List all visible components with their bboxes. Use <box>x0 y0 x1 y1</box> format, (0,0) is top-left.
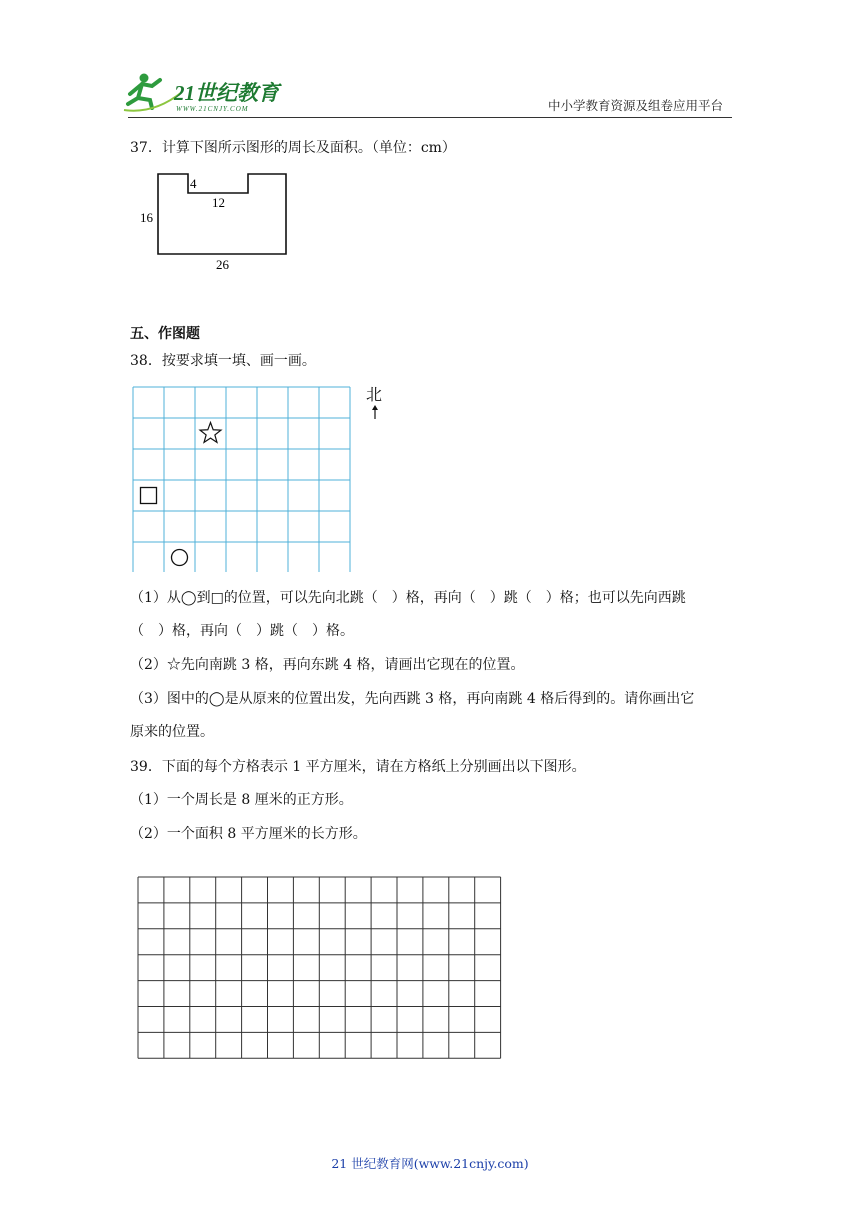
q39-text: 39．下面的每个方格表示 1 平方厘米，请在方格纸上分别画出以下图形。 <box>130 759 586 775</box>
north-label: 北 <box>366 385 383 404</box>
label-notch-depth: 4 <box>190 176 197 191</box>
logo-url: WWW.21CNJY.COM <box>176 105 249 113</box>
footer-text: 21 世纪教育网(www.21cnjy.com) <box>331 1156 529 1171</box>
q38-sub3-line2: 原来的位置。 <box>130 724 214 740</box>
label-height: 16 <box>140 210 153 225</box>
q39-sub1: （1）一个周长是 8 厘米的正方形。 <box>130 792 353 808</box>
header-divider <box>128 117 732 118</box>
star-icon <box>200 423 221 443</box>
north-arrow-icon <box>369 404 381 420</box>
label-bottom: 26 <box>216 257 229 272</box>
q37-text: 37．计算下图所示图形的周长及面积。（单位：cm） <box>130 140 456 156</box>
square-grid-paper <box>137 876 503 1060</box>
logo-text: 21世纪教育 <box>174 81 279 105</box>
circle-icon <box>172 550 188 566</box>
logo <box>122 70 292 114</box>
q38-sub2: （2）☆先向南跳 3 格，再向东跳 4 格，请画出它现在的位置。 <box>130 657 525 673</box>
direction-grid <box>132 386 360 572</box>
q37-figure <box>130 165 300 275</box>
q38-text: 38．按要求填一填、画一画。 <box>130 353 316 369</box>
square-icon <box>141 488 157 504</box>
notched-rectangle <box>158 174 286 254</box>
q38-sub1-line1: （1）从◯到□的位置，可以先向北跳（ ）格，再向（ ）跳（ ）格；也可以先向西跳 <box>130 590 686 606</box>
q38-sub3-line1: （3）图中的◯是从原来的位置出发，先向西跳 3 格，再向南跳 4 格后得到的。请你画出它 <box>130 691 695 707</box>
header-platform-text: 中小学教育资源及组卷应用平台 <box>548 98 724 113</box>
section-title: 五、作图题 <box>130 326 200 342</box>
q38-sub1-line2: （ ）格，再向（ ）跳（ ）格。 <box>130 623 354 639</box>
label-notch-width: 12 <box>212 195 225 210</box>
q39-sub2: （2）一个面积 8 平方厘米的长方形。 <box>130 826 367 842</box>
